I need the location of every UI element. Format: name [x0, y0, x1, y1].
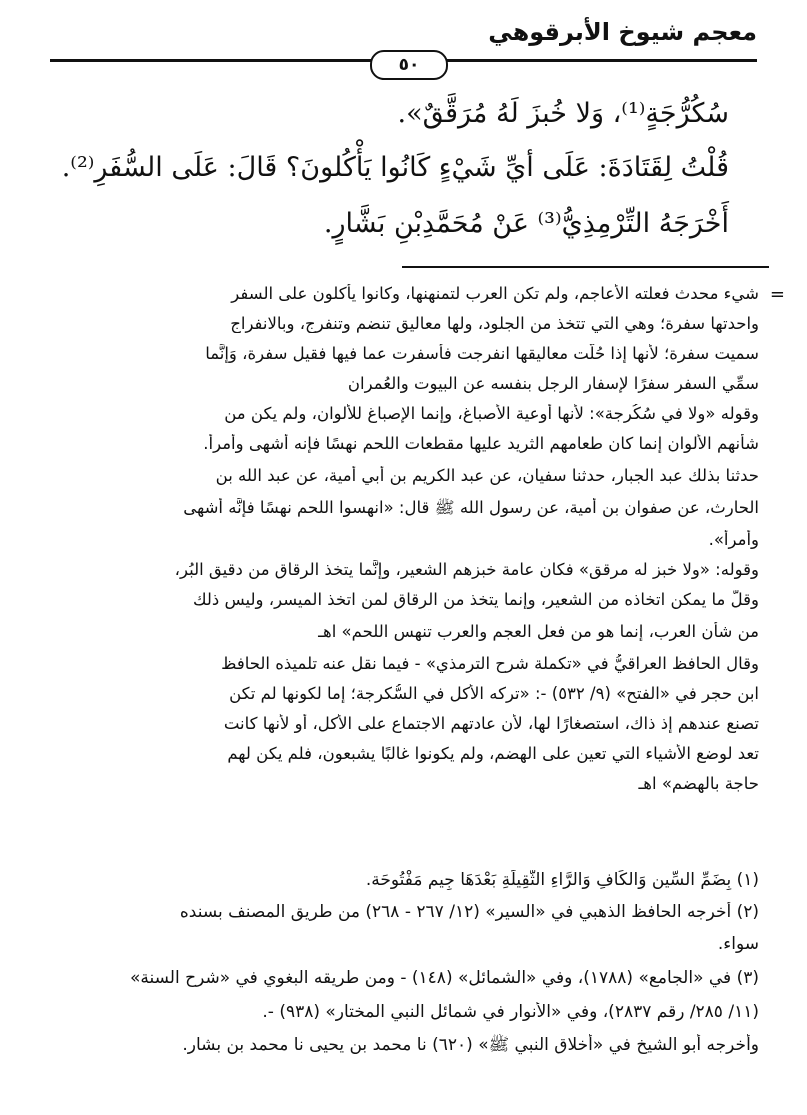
page-number-badge: ٥٠	[370, 50, 448, 80]
footnote-2: (٢) أخرجه الحافظ الذهبي في «السير» (١٢/ ٢٦٧ - ٢٦٨) من طريق المصنف بسنده	[179, 902, 759, 922]
note-line: تصنع عندهم إذ ذاك، استصغارًا لها، لأن عادتهم الاجتماع على الأكل، أو لأنها كانت	[223, 714, 759, 733]
footnote-3-continued: (١١/ ٢٨٥/ رقم ٢٨٣٧)، وفي «الأنوار في شمائل النبي المختار» (٩٣٨) -.	[262, 1002, 759, 1022]
note-line: وقوله: «ولا خبز له مرقق» فكان عامة خبزهم الشعير، وإنَّما يتخذ الرقاق من دقيق البُر،	[174, 560, 759, 579]
note-line: وقال الحافظ العراقيُّ في «تكملة شرح الترمذي» - فيما نقل عنه تلميذه الحافظ	[221, 654, 759, 673]
main-text-line-3: أَخْرَجَهُ التِّرْمِذِيُّ⁽³⁾ عَنْ مُحَمَّدِبْنِ بَشَّارٍ.	[323, 208, 729, 239]
note-line: سمِّي السفر سفرًا لإسفار الرجل بنفسه عن البيوت والعُمران	[347, 374, 759, 393]
note-line: حدثنا بذلك عبد الجبار، حدثنا سفيان، عن عبد الكريم بن أبي أمية، عن عبد الله بن	[215, 466, 759, 485]
note-line: ابن حجر في «الفتح» (٩/ ٥٣٢) -: «تركه الأكل في السُّكرجة؛ إما لكونها لم تكن	[229, 684, 759, 703]
footnote-separator-rule	[402, 266, 769, 268]
note-line: حاجة بالهضم» اهـ	[638, 774, 759, 793]
footnote-1: (١) بِضَمِّ السِّينِ وَالكَافِ وَالرَّاءِ الثَّقِيلَةِ بَعْدَهَا جِيم مَفْتُوحَة.	[365, 870, 759, 890]
footnote-2-continued: سواء.	[717, 934, 759, 954]
footnote-3: (٣) في «الجامع» (١٧٨٨)، وفي «الشمائل» (١٤٨) - ومن طريقه البغوي في «شرح السنة»	[129, 968, 759, 988]
note-line: من شأن العرب، إنما هو من فعل العجم والعرب تنهس اللحم» اهـ	[318, 622, 759, 641]
note-line: الحارث، عن صفوان بن أمية، عن رسول الله ﷺ قال: «انهسوا اللحم نهسًا فإنَّه أشهى	[183, 498, 759, 517]
note-line: شأنهم الألوان إنما كان طعامهم الثريد عليها مقطعات اللحم نهسًا فإنه أشهى وأمرأ.	[203, 434, 759, 453]
continuation-mark: =	[769, 284, 785, 305]
main-text-line-2: قُلْتُ لِقَتَادَةَ: عَلَى أيِّ شَيْءٍ كَانُوا يَأْكُلونَ؟ قَالَ: عَلَى السُّفَرِ⁽²⁾.	[61, 152, 729, 183]
footnote-3-continued: وأخرجه أبو الشيخ في «أخلاق النبي ﷺ» (٦٢٠) نا محمد بن يحيى نا محمد بن بشار.	[182, 1035, 759, 1055]
note-line: وقوله «ولا في سُكُرجة»: لأنها أوعية الأصباغ، وإنما الإصباغ للألوان، ولم يكن من	[224, 404, 759, 423]
note-line: واحدتها سفرة؛ وهي التي تتخذ من الجلود، ولها معاليق تنضم وتنفرج، وبالانفراج	[230, 314, 759, 333]
note-line: وأمرأ».	[708, 530, 759, 549]
note-line: وقلَّ ما يمكن اتخاذه من الشعير، وإنما يتخذ من الرقاق لمن اتخذ الميسر، وليس ذلك	[192, 590, 759, 609]
note-line: شيء محدث فعلته الأعاجم، ولم تكن العرب لتمنهنها، وكانوا يأكلون على السفر	[231, 284, 759, 303]
note-line: تعد لوضع الأشياء التي تعين على الهضم، ولم يكونوا غالبًا يشبعون، فلم يكن لهم	[227, 744, 759, 763]
main-text-line-1: سُكُرُّجَةٍ⁽¹⁾، وَلا خُبزَ لَهُ مُرَقَّقٌ».	[397, 98, 729, 129]
note-line: سميت سفرة؛ لأنها إذا حُلَّت معاليقها انفرجت فأسفرت عما فيها فقيل سفرة، وَإنَّما	[205, 344, 759, 363]
running-header-title: معجم شيوخ الأبرقوهي	[488, 18, 757, 46]
